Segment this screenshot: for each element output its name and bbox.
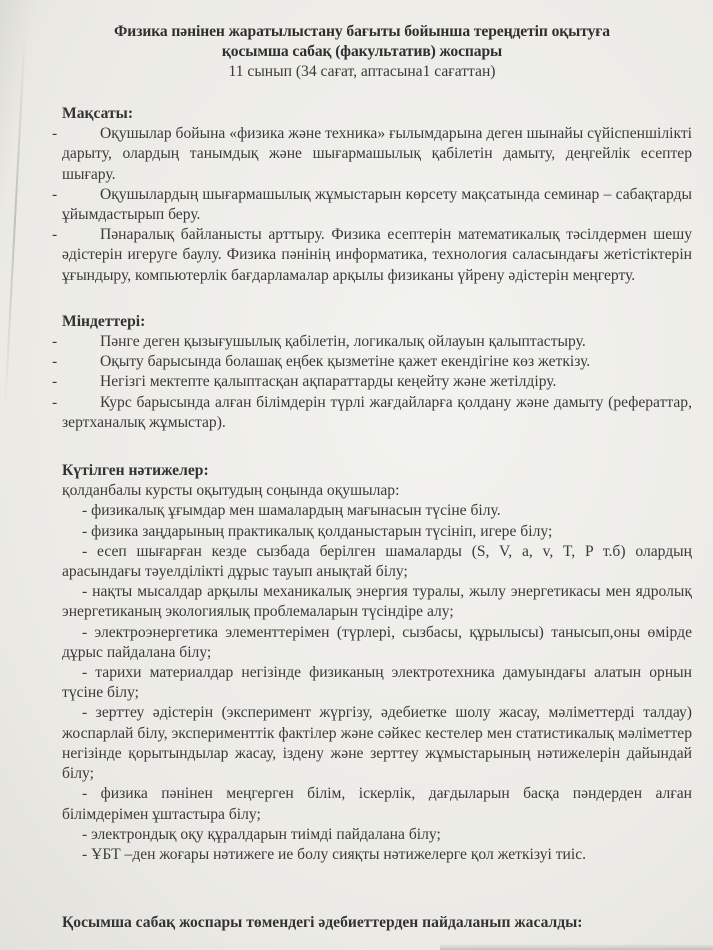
- outcomes-item: - зерттеу әдістерін (эксперимент жүргізу, әдебиетке шолу жасау, мәліметтерді талдау) жоспарлай білу, эксперименттік фактілер және сәйкес кестелер мен статистикалық мәліметтер негізінде қорытындылар жасау, іздену және зерттеу жұмыстарының нәтижелерін дайындай білу;: [62, 704, 692, 783]
- goals-item-text: Оқушылардың шығармашылық жұмыстарын көрсету мақсатында семинар – сабақтарды ұйымдастырып беру.: [62, 185, 692, 224]
- tasks-item: [52, 332, 692, 352]
- page-fold-shadow: [4, 30, 26, 410]
- bullet-dash: -: [52, 393, 58, 411]
- goals-item: [52, 185, 692, 225]
- outcomes-item: - физика заңдарының практикалық қолданыстарын түсініп, игере білу;: [82, 522, 553, 540]
- goals-item-text: Оқушылар бойына «физика және техника» ғылымдарына деген шынайы сүйіспеншілікті дарыту, олардың танымдық және шығармашылық қабілетін дамыту, деңгейлік есептер шығару.: [62, 125, 692, 183]
- tasks-heading: Міндеттері:: [62, 312, 146, 330]
- goals-item-text: Пәнаралық байланысты арттыру. Физика есептерін математикалық тәсілдермен шешу әдістерін игеруге баулу. Физика пәнінің информатика, технология саласындағы жетістіктерін ұғындыру, компьютерлік бағдарламалар арқылы физиканы үйрену әдістерін меңгерту.: [62, 226, 692, 284]
- goals-heading: Мақсаты:: [62, 105, 134, 122]
- outcomes-item: - ҰБТ –ден жоғары нәтижеге ие болу сияқты нәтижелерге қол жеткізуі тиіс.: [82, 845, 587, 863]
- page-edge-shadow: [440, 944, 713, 950]
- outcomes-item: - нақты мысалдар арқылы механикалық энергия туралы, жылу энергетикасы мен ядролық энергетиканың экологиялық проблемаларын түсіндіре алу;: [62, 583, 692, 621]
- goals-item: [52, 124, 692, 185]
- document-subtitle: 11 сынып (34 сағат, аптасына1 сағаттан): [228, 63, 496, 80]
- outcomes-item: - есеп шығарған кезде сызбада берілген шамаларды (S, V, a, v, T, P т.б) олардың арасындағы тәуелділікті дұрыс тауып анықтай білу;: [62, 542, 692, 581]
- document-title-line-1: Физика пәнінен жаратылыстану бағыты бойынша тереңдетіп оқытуға: [114, 23, 610, 40]
- tasks-item: [52, 352, 692, 372]
- outcomes-item: - тарихи материалдар негізінде физиканың электротехника дамуындағы алатын орнын түсіне білу;: [62, 664, 692, 702]
- tasks-item-text: Курс барысында алған білімдерін түрлі жағдайларға қолдану және дамыту (рефераттар, зертханалық жұмыстар).: [62, 393, 692, 431]
- tasks-item: [52, 393, 692, 433]
- goals-item: [52, 225, 692, 286]
- tasks-item-text: Оқыту барысында болашақ еңбек қызметіне қажет екендігіне көз жеткізу.: [100, 353, 591, 371]
- tasks-item-text: Негізгі мектепте қалыптасқан ақпараттарды кеңейту және жетілдіру.: [100, 373, 557, 391]
- outcomes-intro: қолданбалы курсты оқытудың соңында оқушылар:: [62, 482, 400, 500]
- document-title-line-2: қосымша сабақ (факультатив) жоспары: [221, 43, 503, 60]
- outcomes-item: - электроэнергетика элементтерімен (түрлері, сызбасы, құрылысы) танысып,оны өмірде дұрыс пайдалана білу;: [62, 623, 692, 661]
- outcomes-heading: Күтілген нәтижелер:: [62, 462, 209, 480]
- outcomes-item: - физика пәнінен меңгерген білім, іскерлік, дағдыларын басқа пәндерден алған білімдерімен ұштастыра білу;: [62, 785, 692, 823]
- references-heading: Қосымша сабақ жоспары төмендегі әдебиеттерден пайдаланып жасалды:: [62, 914, 583, 932]
- outcomes-item: - электрондық оқу құралдарын тиімді пайдалана білу;: [82, 825, 441, 843]
- bullet-dash: -: [52, 125, 58, 143]
- bullet-dash: -: [52, 373, 58, 391]
- outcomes-item: - физикалық ұғымдар мен шамалардың мағынасын түсіне білу.: [82, 502, 501, 520]
- bullet-dash: -: [52, 185, 58, 203]
- document-body: [52, 22, 692, 933]
- bullet-dash: -: [52, 226, 58, 244]
- bullet-dash: -: [52, 333, 58, 351]
- tasks-item: [52, 372, 692, 392]
- bullet-dash: -: [52, 353, 58, 371]
- tasks-item-text: Пәнге деген қызығушылық қабілетін, логикалық ойлауын қалыптастыру.: [100, 333, 586, 351]
